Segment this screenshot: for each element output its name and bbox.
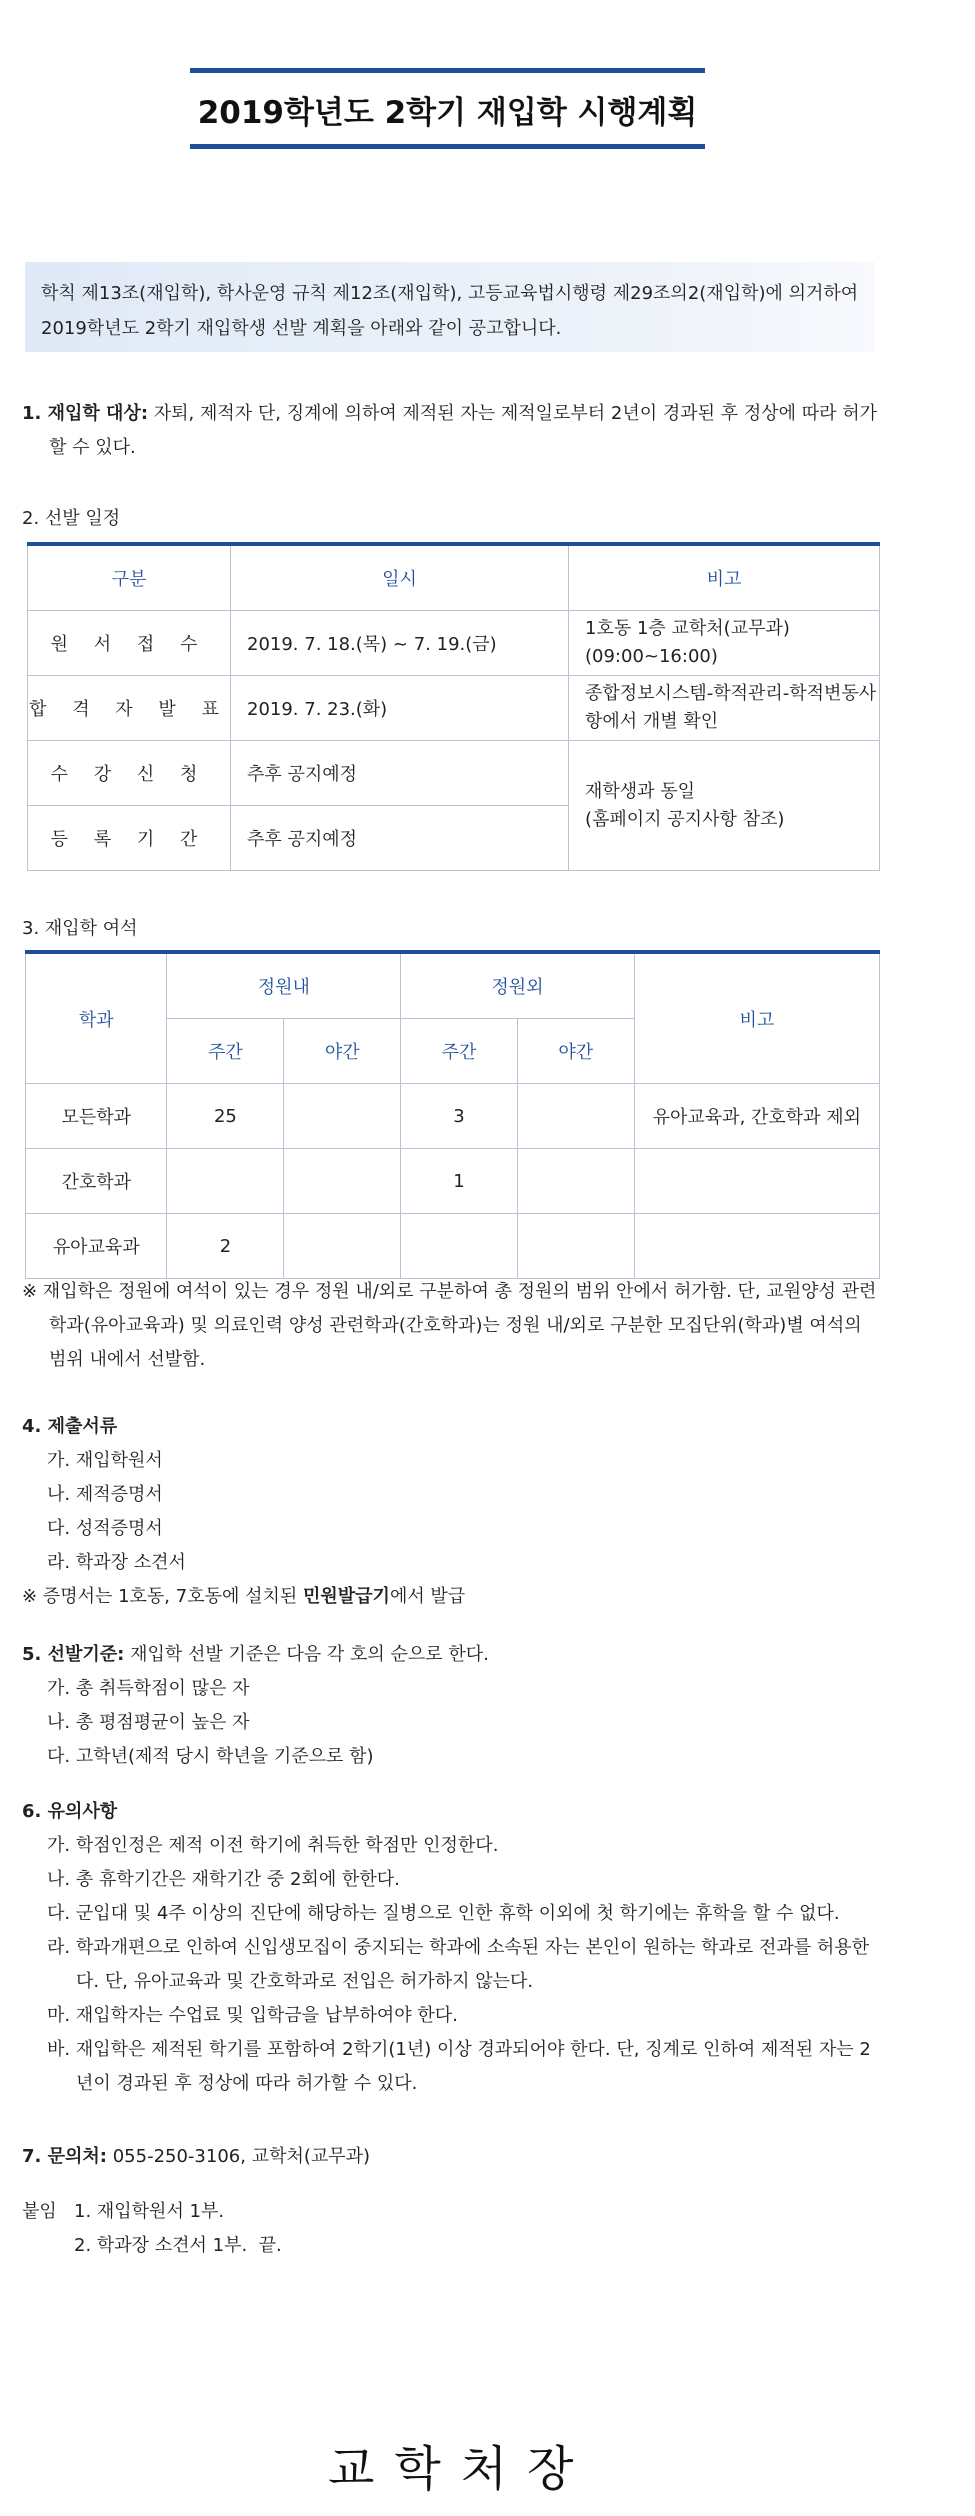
note-cell	[634, 1214, 879, 1279]
page-title: 2019학년도 2학기 재입학 시행계획	[197, 95, 698, 131]
value-cell	[284, 1084, 401, 1149]
list-item: 다. 고학년(제적 당시 학년을 기준으로 함)	[47, 1746, 374, 1767]
value-cell	[401, 1214, 518, 1279]
list-item: 바. 재입학은 제적된 학기를 포함하여 2학기(1년) 이상 경과되어야 한다. 단, 징계로 인하여 제적된 자는 2년이 경과된 후 정상에 따라 허가할 수 있다.	[47, 2039, 871, 2094]
note-cell: 유아교육과, 간호학과 제외	[634, 1084, 879, 1149]
col-header: 일시	[231, 544, 569, 611]
note-bold: 민원발급기	[302, 1586, 390, 1607]
title-block	[190, 68, 705, 149]
vacancy-footnote	[22, 1275, 882, 1377]
table-row	[28, 741, 880, 806]
table-row	[26, 1214, 880, 1279]
col-header-night: 야간	[517, 1019, 634, 1084]
list-item: 나. 제적증명서	[47, 1484, 163, 1505]
table-row	[26, 1149, 880, 1214]
table-row	[26, 1084, 880, 1149]
note-suffix: 에서 발급	[389, 1586, 466, 1607]
attachment-item: 1. 재입학원서 1부.	[74, 2201, 225, 2222]
schedule-table	[27, 542, 880, 871]
attachments-label: 붙임	[22, 2201, 57, 2222]
value-cell: 25	[167, 1084, 284, 1149]
schedule-label: 수 강 신 청	[28, 741, 231, 806]
section-precautions	[22, 1795, 882, 2101]
col-header-night: 야간	[284, 1019, 401, 1084]
col-header-dept: 학과	[26, 952, 167, 1084]
value-cell	[517, 1084, 634, 1149]
section1-text: 자퇴, 제적자 단, 징계에 의하여 제적된 자는 제적일로부터 2년이 경과된 후 정상에 따라 허가할 수 있다.	[49, 403, 878, 458]
schedule-label: 원 서 접 수	[28, 611, 231, 676]
schedule-date: 추후 공지예정	[231, 741, 569, 806]
section5-heading: 5. 선발기준:	[22, 1644, 125, 1665]
dept-cell: 유아교육과	[26, 1214, 167, 1279]
section-eligibility	[22, 397, 882, 465]
col-header-day: 주간	[401, 1019, 518, 1084]
section4-heading: 4. 제출서류	[22, 1416, 118, 1437]
col-header-outside: 정원외	[401, 952, 635, 1019]
attachments	[22, 2195, 882, 2263]
schedule-label: 합 격 자 발 표	[28, 676, 231, 741]
list-item: 가. 학점인정은 제적 이전 학기에 취득한 학점만 인정한다.	[47, 1835, 499, 1856]
section2-heading: 2. 선발 일정	[22, 508, 121, 529]
col-header-note: 비고	[634, 952, 879, 1084]
col-header-day: 주간	[167, 1019, 284, 1084]
section3-heading: 3. 재입학 여석	[22, 918, 138, 939]
list-item: 나. 총 휴학기간은 재학기간 중 2회에 한한다.	[47, 1869, 400, 1890]
attachment-item: 2. 학과장 소견서 1부. 끝.	[74, 2235, 282, 2256]
dept-cell: 모든학과	[26, 1084, 167, 1149]
list-item: 다. 군입대 및 4주 이상의 진단에 해당하는 질병으로 인한 휴학 이외에 첫 학기에는 휴학을 할 수 없다.	[47, 1903, 840, 1924]
value-cell	[284, 1214, 401, 1279]
value-cell	[517, 1149, 634, 1214]
value-cell	[167, 1149, 284, 1214]
schedule-date: 추후 공지예정	[231, 806, 569, 871]
value-cell: 2	[167, 1214, 284, 1279]
list-item: 나. 총 평점평균이 높은 자	[47, 1712, 250, 1733]
section7-text: 055-250-3106, 교학처(교무과)	[107, 2146, 371, 2167]
note-cell	[634, 1149, 879, 1214]
table-header-row	[28, 544, 880, 611]
value-cell	[517, 1214, 634, 1279]
footnote-text: ※ 재입학은 정원에 여석이 있는 경우 정원 내/외로 구분하여 총 정원의 범위 안에서 허가함. 단, 교원양성 관련학과(유아교육과) 및 의료인력 양성 관련학과(간호학과)는 정원 내/외로 구분한 모집단위(학과)별 여석의 범위 내에서 선발함.	[22, 1281, 877, 1370]
schedule-note: 종합정보시스템-학적관리-학적변동사항에서 개별 확인	[569, 676, 880, 741]
list-item: 마. 재입학자는 수업료 및 입학금을 납부하여야 한다.	[47, 2005, 458, 2026]
notice-box: 학칙 제13조(재입학), 학사운영 규칙 제12조(재입학), 고등교육법시행령 제29조의2(재입학)에 의거하여 2019학년도 2학기 재입학생 선발 계획을 아래와 같이 공고합니다.	[25, 262, 875, 352]
documents-note	[22, 1580, 882, 1614]
value-cell: 1	[401, 1149, 518, 1214]
table-header-row	[26, 952, 880, 1019]
section-criteria	[22, 1638, 882, 1774]
col-header-inside: 정원내	[167, 952, 401, 1019]
schedule-note: 재학생과 동일 (홈페이지 공지사항 참조)	[569, 741, 880, 871]
list-item: 라. 학과장 소견서	[47, 1552, 186, 1573]
list-item: 가. 재입학원서	[47, 1450, 163, 1471]
schedule-note: 1호동 1층 교학처(교무과) (09:00~16:00)	[569, 611, 880, 676]
signature: 교학처장	[328, 2441, 594, 2497]
section1-heading: 1. 재입학 대상:	[22, 403, 149, 424]
table-row	[28, 611, 880, 676]
schedule-date: 2019. 7. 23.(화)	[231, 676, 569, 741]
title-bottom-rule	[190, 144, 705, 149]
section7-heading: 7. 문의처:	[22, 2146, 107, 2167]
section5-text: 재입학 선발 기준은 다음 각 호의 순으로 한다.	[124, 1644, 489, 1665]
vacancy-table	[25, 950, 880, 1279]
section-contact	[22, 2140, 882, 2174]
list-item: 라. 학과개편으로 인하여 신입생모집이 중지되는 학과에 소속된 자는 본인이 원하는 학과로 전과를 허용한다. 단, 유아교육과 및 간호학과로 전입은 허가하지 않는다.	[47, 1937, 870, 1992]
col-header: 비고	[569, 544, 880, 611]
col-header: 구분	[28, 544, 231, 611]
section6-heading: 6. 유의사항	[22, 1801, 118, 1822]
note-prefix: ※ 증명서는 1호동, 7호동에 설치된	[22, 1586, 303, 1607]
value-cell	[284, 1149, 401, 1214]
dept-cell: 간호학과	[26, 1149, 167, 1214]
list-item: 다. 성적증명서	[47, 1518, 163, 1539]
list-item: 가. 총 취득학점이 많은 자	[47, 1678, 250, 1699]
section-documents	[22, 1410, 882, 1614]
table-row	[28, 676, 880, 741]
value-cell: 3	[401, 1084, 518, 1149]
schedule-label: 등 록 기 간	[28, 806, 231, 871]
schedule-date: 2019. 7. 18.(목) ~ 7. 19.(금)	[231, 611, 569, 676]
